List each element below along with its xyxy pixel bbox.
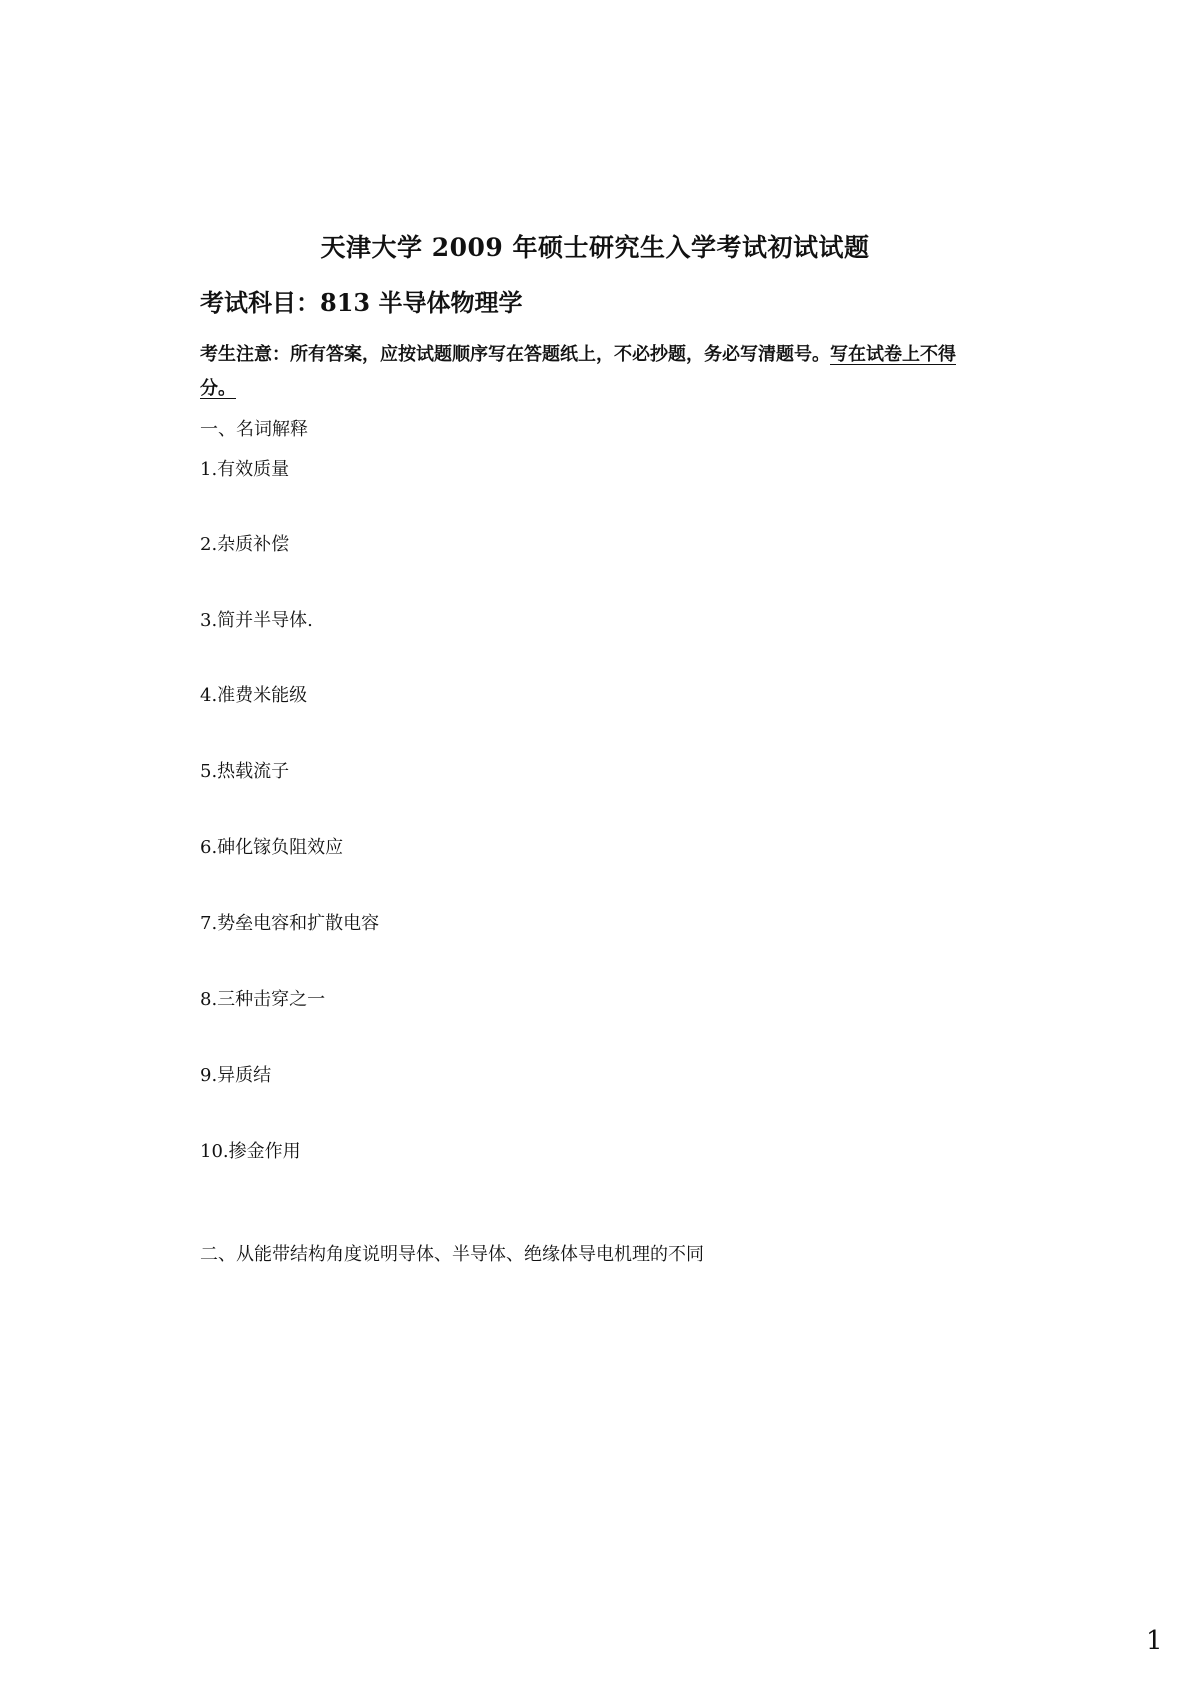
exam-title: 天津大学 2009 年硕士研究生入学考试初试试题 [320,233,870,262]
exam-subject: 考试科目：813 半导体物理学 [200,288,523,317]
term-item: 10.掺金作用 [200,1141,301,1162]
notice-text: 考生注意：所有答案，应按试题顺序写在答题纸上，不必抄题，务必写清题号。 [200,344,830,365]
term-item: 1.有效质量 [200,459,290,480]
term-item: 9.异质结 [200,1065,272,1086]
section-one-heading: 一、名词解释 [200,419,308,440]
term-item: 7.势垒电容和扩散电容 [200,913,380,934]
term-item: 5.热载流子 [200,761,290,782]
section-two-heading: 二、从能带结构角度说明导体、半导体、绝缘体导电机理的不同 [200,1244,704,1265]
term-item: 4.准费米能级 [200,685,308,706]
page-number: 1 [1146,1626,1163,1656]
notice-warning: 写在试卷上不得分。 [200,344,956,399]
term-item: 8.三种击穿之一 [200,989,326,1010]
term-item: 2.杂质补偿 [200,534,290,555]
candidate-notice [200,338,960,406]
term-item: 6.砷化镓负阻效应 [200,837,344,858]
term-item: 3.简并半导体. [200,610,313,631]
